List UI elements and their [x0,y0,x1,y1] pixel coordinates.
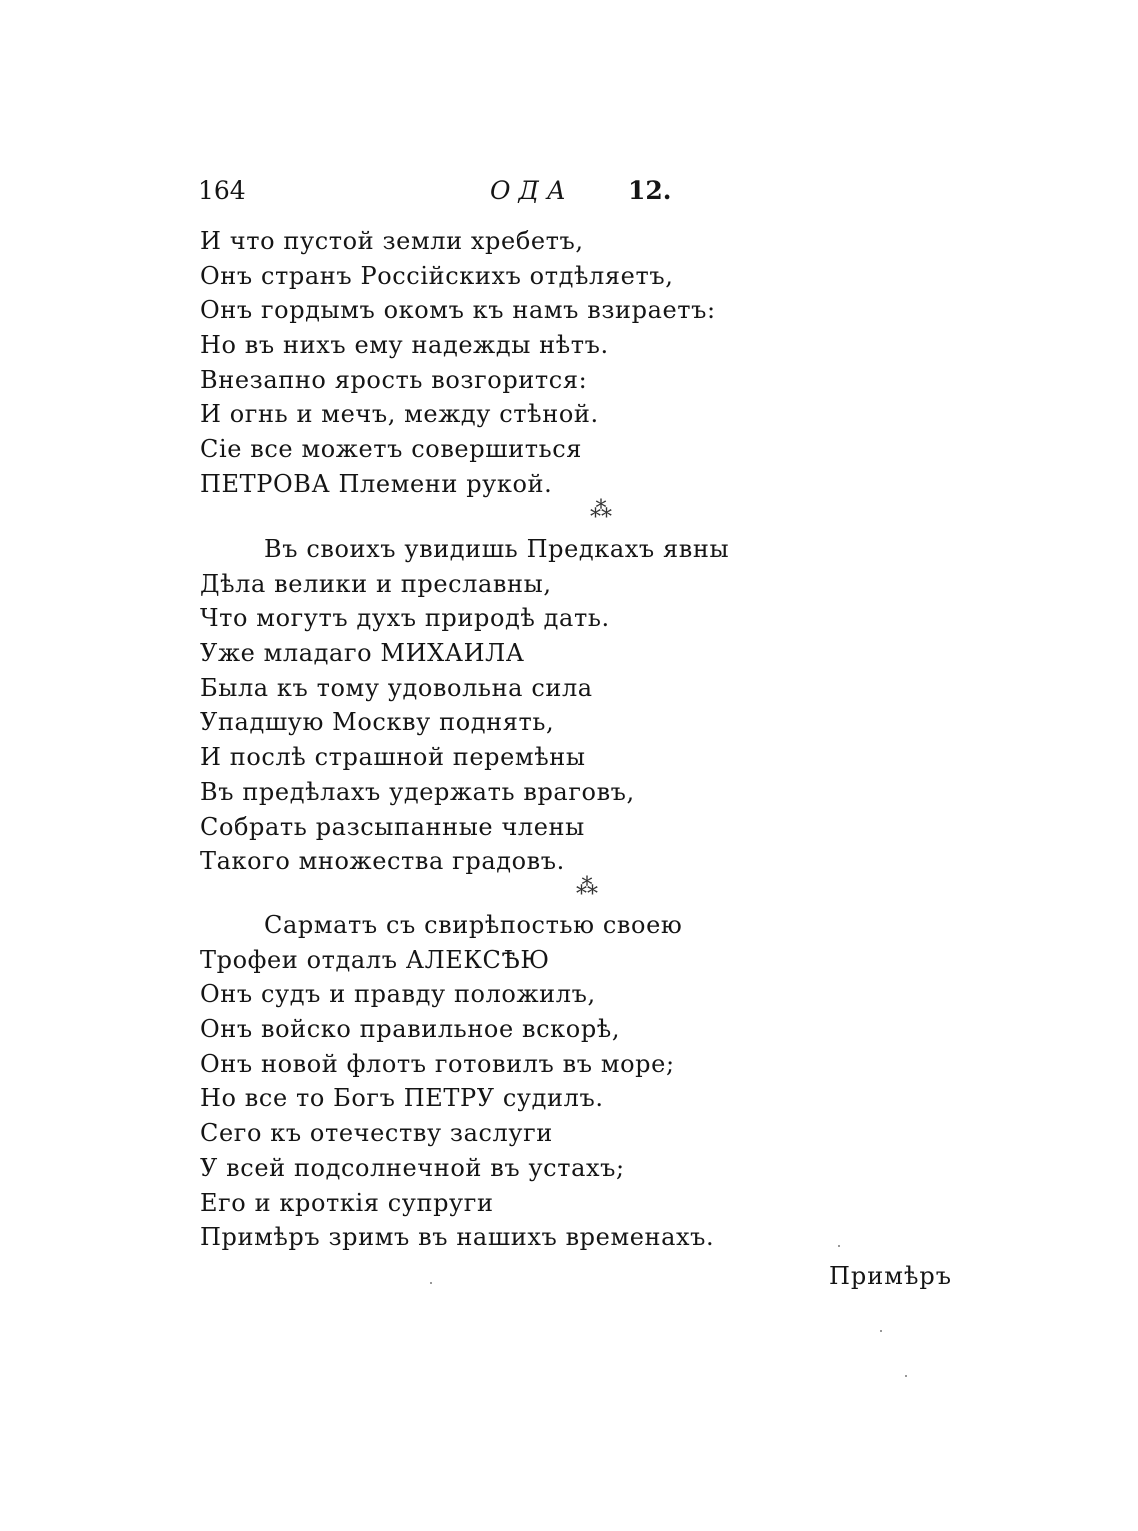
verse-line: И послѣ страшной перемѣны [200,743,586,772]
stanza-separator: ⁂ [576,875,598,900]
stanza-3 [200,908,714,1255]
verse-line: Но въ нихъ ему надежды нѣтъ. [200,331,609,360]
verse-line: Въ своихъ увидишь Предкахъ явны [264,535,730,563]
verse-line: ПЕТРОВА Племени рукой. [200,469,553,498]
verse-line: Сіе все можетъ совершиться [200,435,583,464]
print-speck [838,1245,840,1247]
verse-line: Но все то Богъ ПЕТРУ судилъ. [200,1084,604,1113]
verse-line: Онъ гордымъ окомъ къ намъ взираетъ: [200,296,716,325]
running-title: ОДА [490,176,574,205]
stanza-1 [200,224,716,502]
verse-line: Онъ странъ Россійскихъ отдѣляетъ, [200,261,674,290]
verse-line: Трофеи отдалъ АЛЕКСѢЮ [200,945,550,974]
stanza-separator: ⁂ [590,498,612,523]
verse-line: Уже младаго МИХАИЛА [200,639,525,668]
page-header [198,176,672,216]
ode-number: 12. [628,176,672,205]
verse-line: У всей подсолнечной въ устахъ; [200,1153,625,1182]
verse-line: И огнь и мечъ, между стѣной. [200,400,599,429]
page-number: 164 [198,176,246,205]
print-speck [905,1375,907,1377]
verse-line: Его и кроткія супруги [200,1188,494,1217]
verse-line: И что пустой земли хребетъ, [200,227,584,255]
verse-line: Онъ войско правильное вскорѣ, [200,1015,621,1044]
print-speck [880,1330,882,1332]
catchword: Примѣръ [829,1262,953,1290]
verse-line: Собрать разсыпанные члены [200,812,585,841]
verse-line: Онъ новой флотъ готовилъ въ море; [200,1049,675,1078]
verse-line: Что могутъ духъ природѣ дать. [200,604,610,633]
verse-line: Дѣла велики и преславны, [200,569,552,598]
verse-line: Примѣръ зримъ въ нашихъ временахъ. [200,1223,715,1252]
verse-line: Такого множества градовъ. [200,847,565,876]
print-speck [430,1282,432,1284]
verse-line: Внезапно ярость возгорится: [200,365,588,394]
verse-line: Упадшую Москву поднять, [200,708,555,737]
verse-line: Сего къ отечеству заслуги [200,1119,553,1148]
verse-line: Сарматъ съ свирѣпостью своею [264,911,683,939]
verse-line: Въ предѣлахъ удержать враговъ, [200,777,635,806]
stanza-2 [200,532,729,879]
verse-line: Была къ тому удовольна сила [200,673,593,702]
verse-line: Онъ судъ и правду положилъ, [200,980,596,1009]
